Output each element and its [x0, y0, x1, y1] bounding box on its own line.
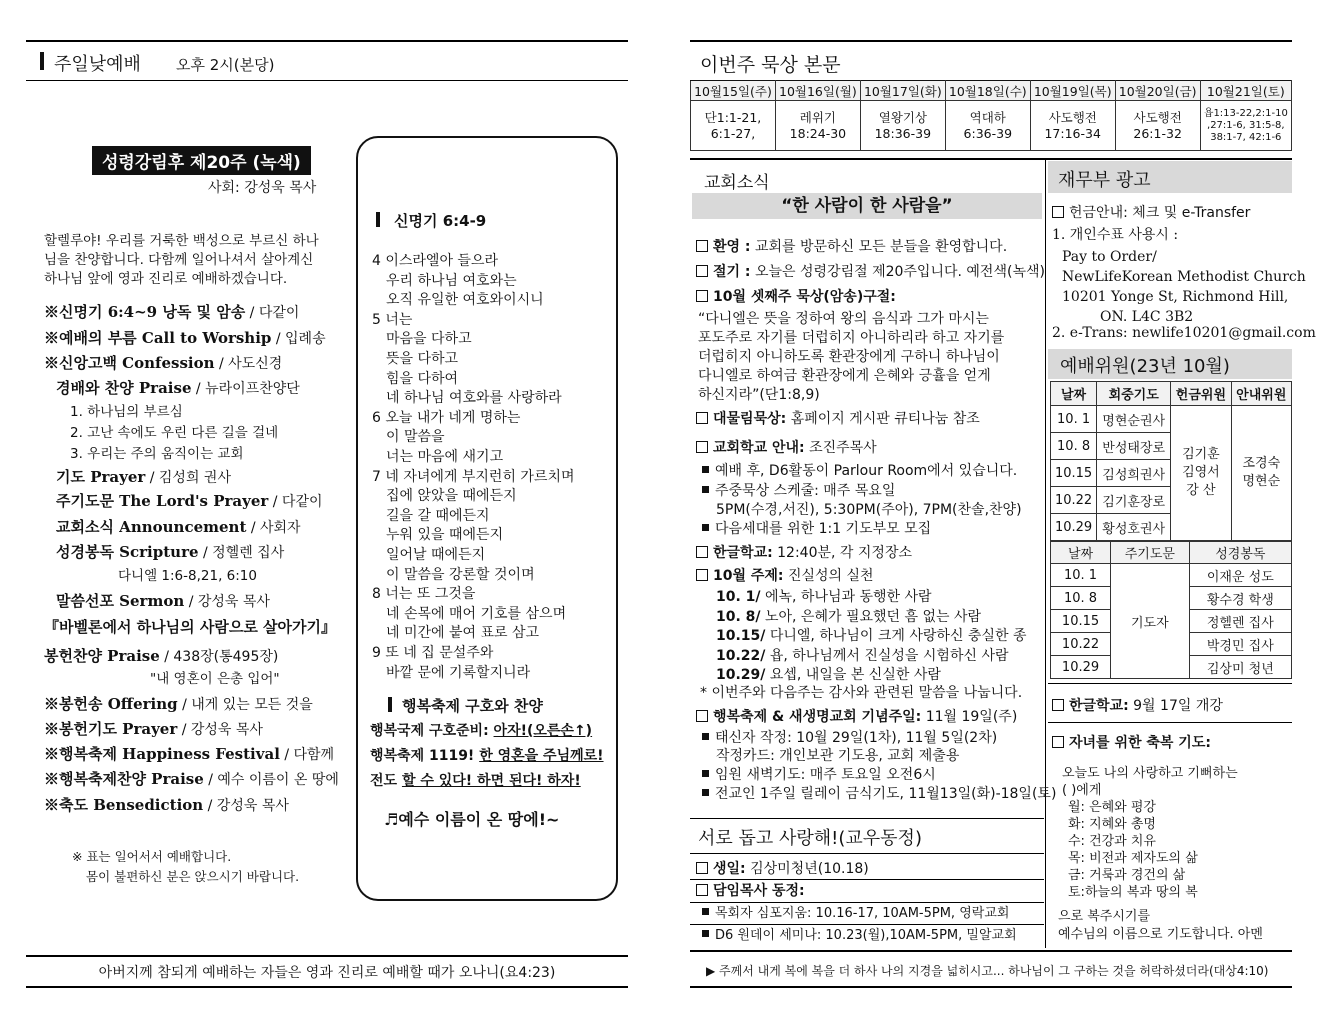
finance-line: 10201 Yonge St, Richmond Hill, — [1062, 289, 1289, 305]
news-heading-text: 11월 19일(주) — [921, 709, 1018, 725]
birthday-label: 생일: — [713, 861, 746, 877]
news-bullet — [702, 462, 1017, 480]
order-item — [44, 770, 339, 789]
theme-text: 다니엘, 하나님이 크게 사랑하신 충실한 종 — [765, 628, 1027, 644]
bullet-icon — [702, 789, 709, 796]
note-line: 몸이 불편하신 분은 앉으시기 바랍니다. — [86, 869, 300, 884]
order-item — [56, 468, 231, 487]
order-item — [56, 543, 284, 562]
birthday — [696, 860, 869, 878]
theme-date: 10.15/ — [716, 628, 766, 644]
meditation-reading-line: 레위기 — [799, 109, 837, 125]
order-item-title: 주기도문 The Lord's Prayer — [56, 492, 269, 510]
right-footer: ▶ 주께서 내게 복에 복을 더 하사 나의 지경을 넓히시고... 하나님이 그 구하는 것을 허락하셨더라(대상4:10) — [706, 964, 1269, 978]
pastor-news-text: D6 원데이 세미나: 10.23(월),10AM-5PM, 밀알교회 — [715, 928, 1017, 943]
intro-line: 하나님 앞에 영과 진리로 예배하겠습니다. — [44, 271, 288, 287]
festival-title: 행복축제 구호와 찬양 — [402, 697, 543, 715]
meditation-reading — [860, 101, 945, 151]
order-item — [56, 492, 323, 511]
news-bullet-text: 다음세대를 위한 1:1 기도부모 모집 — [715, 521, 932, 537]
staff-date: 10.15 — [1051, 460, 1097, 487]
order-item-title: 3. 우리는 주의 움직이는 교회 — [70, 446, 244, 462]
festival-song: ♬예수 이름이 온 땅에!~ — [384, 810, 560, 829]
reader-date: 10.22 — [1051, 633, 1111, 656]
header-bar-icon — [388, 697, 392, 712]
bullet-icon — [702, 770, 709, 777]
pastor-news-item — [702, 927, 1017, 945]
staff-prayer: 반성태장로 — [1097, 433, 1171, 460]
news-heading — [696, 544, 912, 562]
order-item-title: ※축도 Bensediction — [44, 796, 204, 814]
order-item-title: 2. 고난 속에도 우린 다른 길을 걸네 — [70, 425, 279, 441]
order-item-title: 봉헌찬양 Praise — [44, 647, 160, 665]
news-heading-label: 10월 주제: — [713, 568, 784, 584]
news-bullet — [702, 785, 1056, 803]
order-item-leader: / 사도신경 — [214, 356, 283, 372]
scripture-line: 뜻을 다하고 — [386, 351, 459, 367]
memory-verse-line: “다니엘은 뜻을 정하여 왕의 음식과 그가 마시는 — [698, 311, 989, 327]
meditation-reading — [1200, 101, 1291, 151]
checkbox-icon — [696, 546, 708, 558]
staff-prayer: 김기훈장로 — [1097, 487, 1171, 514]
checkbox-icon — [696, 290, 708, 302]
order-item-leader: / 다같이 — [268, 494, 323, 510]
news-title: 교회소식 — [704, 173, 770, 193]
order-item-title: 말씀선포 Sermon — [56, 592, 185, 610]
staff-table — [1050, 381, 1292, 541]
order-item-leader: / 다같이 — [245, 305, 300, 321]
finance-line: 2. e-Trans: newlife10201@gmail.com — [1052, 325, 1316, 341]
reader-name: 김상미 청년 — [1189, 656, 1291, 679]
news-bullet — [702, 520, 931, 538]
theme-note: * 이번주와 다음주는 감사와 관련된 말씀을 나눕니다. — [700, 685, 1023, 701]
order-item — [70, 445, 244, 463]
theme-item — [716, 588, 932, 606]
reader-row — [1051, 564, 1292, 587]
scripture-line: 우리 하나님 여호와는 — [386, 272, 517, 289]
divider — [690, 924, 1044, 925]
order-item — [44, 745, 334, 764]
news-heading-text: 교회를 방문하신 모든 분들을 환영합니다. — [750, 239, 1008, 255]
order-item-title: ※봉헌송 Offering — [44, 695, 178, 713]
bullet-icon — [702, 524, 709, 531]
finance-head-text: 헌금안내: 체크 및 e-Transfer — [1069, 205, 1251, 221]
reader-name: 정헬렌 집사 — [1189, 610, 1291, 633]
pastor-news-text: 목회자 심포지움: 10.16-17, 10AM-5PM, 영락교회 — [715, 906, 1010, 921]
scripture-line: 이 말씀을 강론할 것이며 — [386, 566, 535, 583]
news-heading-label: 교회학교 안내: — [713, 440, 805, 456]
staff-offering-name: 김기훈 — [1182, 447, 1220, 462]
order-item-leader: / 강성욱 목사 — [184, 594, 270, 610]
news-heading — [696, 263, 1045, 281]
staff-row — [1051, 406, 1292, 433]
festival-line-1 — [370, 722, 592, 740]
meditation-reading-line: 6:1-27, — [710, 125, 756, 141]
news-heading — [696, 439, 877, 457]
header-bar-icon — [40, 52, 44, 70]
order-item — [56, 592, 270, 611]
order-item-title: ※신앙고백 Confession — [44, 354, 215, 372]
news-banner: “한 사람이 한 사람을” — [692, 193, 1042, 219]
left-footer: 아버지께 참되게 예배하는 자들은 영과 진리로 예배할 때가 오나니(요4:23) — [98, 965, 556, 981]
reader-table — [1050, 541, 1292, 679]
order-item-title: 경배와 찬양 Praise — [56, 379, 192, 397]
theme-date: 10. 1/ — [716, 589, 761, 605]
finance-line: ON. L4C 3B2 — [1100, 309, 1194, 325]
scripture-line: 오직 유일한 여호와이시니 — [386, 292, 544, 309]
order-item — [56, 518, 301, 537]
scripture-line: 일어날 때에든지 — [386, 547, 486, 563]
meditation-reading-line: 18:36-39 — [874, 125, 932, 141]
meditation-reading-line: 18:24-30 — [789, 125, 847, 141]
children-prayer-line: ( )에게 — [1062, 783, 1102, 798]
news-heading-label: 10월 셋째주 묵상(암송)구절: — [713, 289, 896, 305]
checkbox-icon — [1052, 736, 1064, 748]
staff-offering-name: 강 산 — [1186, 483, 1216, 498]
news-heading-text: 조진주목사 — [804, 440, 877, 456]
staff-header: 회중기도 — [1097, 382, 1171, 406]
scripture-line: 4 이스라엘아 들으라 — [372, 253, 498, 269]
scripture-line: 이 말씀을 — [386, 429, 445, 446]
festival-line-2 — [370, 747, 604, 765]
scripture-line: 집에 앉았을 때에든지 — [386, 488, 517, 505]
theme-date: 10.29/ — [716, 667, 766, 683]
news-bullet-text: 태신자 작정: 10월 29일(1차), 11월 5일(2차) — [715, 730, 998, 746]
theme-item — [716, 608, 981, 626]
children-prayer-line: 수: 건강과 치유 — [1068, 834, 1156, 849]
order-item — [44, 647, 278, 666]
order-item — [44, 695, 313, 714]
order-item-title: 기도 Prayer — [56, 468, 146, 486]
children-prayer-line: 으로 복주시기를 — [1058, 909, 1151, 924]
festival-label: 행복축제 1119! — [370, 748, 480, 764]
scripture-line: 너는 마음에 새기고 — [386, 449, 504, 465]
meditation-day: 10월19일(목) — [1030, 81, 1115, 101]
meditation-reading-line: 38:1-7, 42:1-6 — [1210, 131, 1282, 143]
memory-verse-line: 하신지라”(단1:8,9) — [698, 387, 820, 403]
meditation-day: 10월18일(수) — [945, 81, 1030, 101]
reader-date: 10. 8 — [1051, 587, 1111, 610]
staff-date: 10. 1 — [1051, 406, 1097, 433]
meditation-reading-line: 사도행전 — [1048, 109, 1097, 125]
news-bullet-text: 예배 후, D6활동이 Parlour Room에서 있습니다. — [715, 463, 1018, 479]
fellowship-title: 서로 돕고 사랑해!(교우동정) — [698, 828, 922, 849]
finance-title: 재무부 광고 — [1058, 170, 1151, 191]
order-item — [56, 379, 300, 398]
children-prayer-line: 금: 거룩과 경건의 삶 — [1068, 868, 1186, 883]
reader-name: 박경민 집사 — [1189, 633, 1291, 656]
scripture-line: 9 또 네 집 문설주와 — [372, 645, 494, 661]
staff-prayer: 황성호권사 — [1097, 514, 1171, 541]
theme-date: 10. 8/ — [716, 608, 761, 625]
theme-text: 요셉, 내일을 본 신실한 사람 — [765, 667, 941, 683]
checkbox-icon — [696, 884, 708, 896]
staff-guide-name: 명현순 — [1242, 474, 1281, 489]
service-time: 오후 2시(본당) — [176, 56, 275, 74]
order-item-title: ※예배의 부름 Call to Worship — [44, 329, 272, 347]
order-item-leader: / 강성욱 목사 — [203, 798, 289, 814]
scripture-title: 신명기 6:4-9 — [394, 212, 487, 230]
order-item — [70, 424, 278, 442]
news-heading-label: 환영 : — [713, 239, 751, 255]
news-heading-label: 대물림묵상: — [713, 411, 787, 427]
memory-verse-line: 다니엘로 하여금 환관장에게 은혜와 긍휼을 얻게 — [698, 368, 991, 384]
meditation-reading — [945, 101, 1030, 151]
order-item — [44, 303, 299, 322]
order-item — [44, 796, 289, 815]
staff-header-row — [1051, 382, 1292, 406]
festival-line-3 — [370, 772, 581, 790]
scripture-line: 바깥 문에 기록할지니라 — [386, 664, 531, 681]
meditation-day: 10월16일(월) — [775, 81, 860, 101]
bullet-icon — [702, 466, 709, 473]
order-item-leader: / 김성희 권사 — [145, 470, 231, 486]
finance-head — [1052, 204, 1250, 222]
news-heading-text: 오늘은 성령강림절 제20주입니다. 예전색(녹색) — [750, 264, 1045, 280]
meditation-reading-line: 26:1-32 — [1133, 125, 1182, 141]
staff-offering — [1171, 406, 1231, 541]
order-item-title: ※행복축제 Happiness Festival — [44, 745, 280, 763]
staff-date: 10.22 — [1051, 487, 1097, 514]
order-item-title: 『바벨론에서 하나님의 사람으로 살아가기』 — [44, 618, 336, 636]
festival-label: 전도 — [370, 773, 402, 789]
meditation-reading-line: 사도행전 — [1133, 109, 1182, 125]
checkbox-icon — [696, 441, 708, 453]
scripture-line: 네 하나님 여호와를 사랑하라 — [386, 390, 562, 407]
news-bullet-text: 주중묵상 스케줄: 매주 목요일 — [715, 483, 896, 499]
staff-title: 예배위원(23년 10월) — [1060, 356, 1230, 377]
bullet-icon — [702, 486, 709, 493]
meditation-reading-line: 6:36-39 — [963, 125, 1013, 141]
birthday-text: 김상미청년(10.18) — [745, 861, 869, 877]
festival-label: 행복국제 구호준비: — [370, 723, 494, 739]
bullet-icon — [702, 908, 709, 915]
order-item — [44, 354, 282, 373]
theme-date: 10.22/ — [716, 647, 766, 664]
children-prayer-line: 예수님의 이름으로 기도합니다. 아멘 — [1058, 927, 1263, 942]
order-item-title: 교회소식 Announcement — [56, 518, 247, 536]
note-line: ※ 표는 일어서서 예배합니다. — [72, 849, 232, 864]
news-bullet-cont: 5PM(수경,서진), 5:30PM(주아), 7PM(찬솔,찬양) — [716, 502, 1022, 518]
checkbox-icon — [696, 569, 708, 581]
order-item — [44, 329, 326, 348]
meditation-day: 10월21일(토) — [1200, 81, 1291, 101]
news-heading-label: 한글학교: — [713, 545, 773, 561]
staff-header: 안내위원 — [1231, 382, 1291, 406]
order-item — [118, 567, 257, 585]
korean-school-text: 9월 17일 개강 — [1128, 698, 1223, 714]
news-bullet-text: 전교인 1주일 릴레이 금식기도, 11월13일(화)-18일(토) — [715, 786, 1057, 802]
children-prayer-line: 토:하늘의 복과 땅의 복 — [1068, 885, 1198, 900]
news-heading — [696, 288, 896, 306]
order-item-leader: / 강성욱 목사 — [177, 722, 263, 738]
reader-date: 10.15 — [1051, 610, 1111, 633]
staff-date: 10.29 — [1051, 514, 1097, 541]
news-heading-text: 12:40분, 각 지정장소 — [772, 545, 912, 561]
divider — [690, 879, 1044, 880]
order-item-title: ※신명기 6:4~9 낭독 및 암송 — [44, 303, 246, 321]
order-item-leader: / 입례송 — [271, 331, 326, 347]
staff-prayer: 명현순권사 — [1097, 406, 1171, 433]
news-heading-label: 행복축제 & 새생명교회 기념주일: — [713, 709, 922, 725]
staff-header: 날짜 — [1051, 382, 1097, 406]
scripture-line: 5 너는 — [372, 311, 413, 328]
bullet-icon — [702, 930, 709, 937]
meditation-reading-line: 욥1:13-22,2:1-10 — [1203, 107, 1288, 119]
theme-item — [716, 627, 1026, 645]
reader-date: 10.29 — [1051, 656, 1111, 679]
meditation-reading-line: 역대하 — [969, 109, 1006, 125]
theme-item — [716, 647, 1009, 665]
order-item-title: ※봉헌기도 Prayer — [44, 720, 178, 738]
children-prayer-line: 목: 비전과 제자도의 삶 — [1068, 851, 1198, 866]
scripture-line: 7 네 자녀에게 부지런히 가르치며 — [372, 468, 575, 485]
reader-header-row — [1051, 542, 1292, 564]
scripture-line: 누워 있을 때에든지 — [386, 527, 504, 544]
news-heading-text: 홈페이지 게시판 큐티나눔 참조 — [786, 411, 980, 427]
reader-name: 황수경 학생 — [1189, 587, 1291, 610]
finance-line: Pay to Order/ — [1062, 249, 1157, 265]
theme-text: 에녹, 하나님과 동행한 사람 — [760, 589, 932, 605]
order-item — [44, 720, 263, 739]
scripture-line: 네 미간에 붙여 표로 삼고 — [386, 625, 540, 642]
bullet-icon — [702, 733, 709, 740]
host: 사회: 강성욱 목사 — [208, 180, 317, 196]
order-item-leader: / 예수 이름이 온 땅에 — [203, 772, 339, 788]
order-item-leader: / 정헬렌 집사 — [198, 545, 285, 561]
children-head — [1052, 734, 1211, 752]
staff-date: 10. 8 — [1051, 433, 1097, 460]
pastor-news-label: 담임목사 동정: — [713, 883, 805, 899]
order-item-leader: / 뉴라이프찬양단 — [191, 381, 300, 397]
reader-header: 날짜 — [1051, 542, 1111, 564]
intro-line: 할렐루야! 우리를 거룩한 백성으로 부르신 하나 — [44, 233, 319, 249]
meditation-reading-line: 열왕기상 — [878, 109, 927, 125]
scripture-line: 마음을 다하고 — [386, 331, 472, 348]
order-item-title: 성경봉독 Scripture — [56, 543, 199, 561]
news-bullet — [702, 482, 895, 500]
children-head-text: 자녀를 위한 축복 기도: — [1069, 735, 1211, 751]
meditation-reading-line: 단1:1-21, — [704, 109, 762, 125]
staff-guide-name: 조경숙 — [1242, 456, 1281, 471]
lords-prayer: 기도자 — [1111, 564, 1190, 679]
children-prayer-line: 화: 지혜와 총명 — [1068, 817, 1156, 832]
news-heading — [696, 410, 980, 428]
meditation-title: 이번주 묵상 본문 — [700, 54, 841, 76]
meditation-reading-line: ,27:1-6, 31:5-8, — [1207, 119, 1285, 131]
theme-text: 노아, 은혜가 필요했던 흠 없는 사람 — [760, 608, 982, 625]
scripture-line: 6 오늘 내가 네게 명하는 — [372, 409, 521, 426]
checkbox-icon — [696, 862, 708, 874]
festival-text: 할 수 있다! 하면 된다! 하자! — [401, 773, 581, 789]
order-item — [44, 618, 336, 636]
meditation-day: 10월15일(주) — [691, 81, 776, 101]
intro-line: 님을 찬양합니다. 다함께 일어나셔서 살아계신 — [44, 252, 314, 268]
memory-verse-line: 포도주로 자기를 더럽히지 아니하리라 하고 자기를 — [698, 330, 1005, 346]
reader-header: 성경봉독 — [1189, 542, 1291, 564]
news-heading — [696, 567, 874, 585]
checkbox-icon — [696, 710, 708, 722]
korean-school — [1052, 697, 1223, 715]
order-item-title: 다니엘 1:6-8,21, 6:10 — [118, 568, 257, 584]
finance-line: 1. 개인수표 사용시 : — [1052, 227, 1179, 243]
meditation-day: 10월20일(금) — [1115, 81, 1200, 101]
news-heading — [696, 708, 1017, 726]
staff-guide — [1231, 406, 1291, 541]
staff-header: 헌금위원 — [1171, 382, 1231, 406]
scripture-line: 네 손목에 매어 기호를 삼으며 — [386, 605, 567, 622]
news-heading-text: 진실성의 실천 — [783, 568, 874, 584]
order-item-title: "내 영혼이 은총 입어" — [150, 671, 280, 687]
news-heading-label: 절기 : — [713, 264, 751, 280]
finance-line: NewLifeKorean Methodist Church — [1062, 269, 1306, 285]
meditation-reading — [1115, 101, 1200, 151]
checkbox-icon — [696, 412, 708, 424]
news-bullet — [702, 729, 997, 747]
festival-text: 아자!(오른손↑) — [493, 723, 593, 739]
order-item-leader: / 사회자 — [246, 520, 301, 536]
news-bullet-cont: 작정카드: 개인보관 기도용, 교회 제출용 — [716, 748, 960, 764]
service-title: 주일낮예배 — [54, 54, 141, 75]
meditation-reading — [691, 101, 776, 151]
scripture-line: 8 너는 또 그것을 — [372, 586, 476, 603]
theme-item — [716, 666, 941, 684]
checkbox-icon — [696, 265, 708, 277]
meditation-reading-line: 17:16-34 — [1044, 125, 1101, 141]
news-bullet-text: 임원 새벽기도: 매주 토요일 오전6시 — [715, 767, 936, 783]
order-item-title: ※행복축제찬양 Praise — [44, 770, 204, 788]
news-heading — [696, 238, 1007, 256]
staff-offering-name: 김영서 — [1182, 465, 1220, 480]
order-item — [150, 670, 280, 688]
meditation-reading — [775, 101, 860, 151]
theme-text: 욥, 하나님께서 진실성을 시험하신 사람 — [765, 647, 1009, 664]
checkbox-icon — [1052, 699, 1064, 711]
meditation-day: 10월17일(화) — [860, 81, 945, 101]
staff-prayer: 김성희권사 — [1097, 460, 1171, 487]
reader-header: 주기도문 — [1111, 542, 1190, 564]
scripture-line: 힘을 다하여 — [386, 370, 459, 387]
order-item-leader: / 내게 있는 모든 것을 — [177, 697, 313, 713]
checkbox-icon — [1052, 206, 1064, 218]
order-item — [70, 403, 183, 421]
children-prayer-line: 오늘도 나의 사랑하고 기뻐하는 — [1062, 766, 1238, 781]
pastor-news-item — [702, 905, 1009, 923]
sunday-banner: 성령강림후 제20주 (녹색) — [92, 146, 311, 175]
pastor-news — [696, 882, 805, 900]
memory-verse-line: 더럽히지 아니하도록 환관장에게 구하니 하나님이 — [698, 349, 1000, 365]
order-item-leader: / 다함께 — [279, 747, 335, 763]
meditation-reading — [1030, 101, 1115, 151]
festival-text: 한 영혼을 주님께로! — [479, 748, 604, 764]
scripture-line: 길을 갈 때에든지 — [386, 507, 490, 524]
order-item-leader: / 438장(통495장) — [159, 649, 279, 665]
korean-school-label: 한글학교: — [1069, 698, 1129, 714]
news-bullet — [702, 766, 936, 784]
meditation-table — [690, 80, 1292, 151]
reader-name: 이재운 성도 — [1189, 564, 1291, 587]
reader-date: 10. 1 — [1051, 564, 1111, 587]
checkbox-icon — [696, 240, 708, 252]
header-bar-icon — [376, 212, 380, 227]
children-prayer-line: 월: 은혜와 평강 — [1068, 800, 1156, 815]
divider — [690, 902, 1044, 903]
order-item-title: 1. 하나님의 부르심 — [70, 404, 183, 420]
